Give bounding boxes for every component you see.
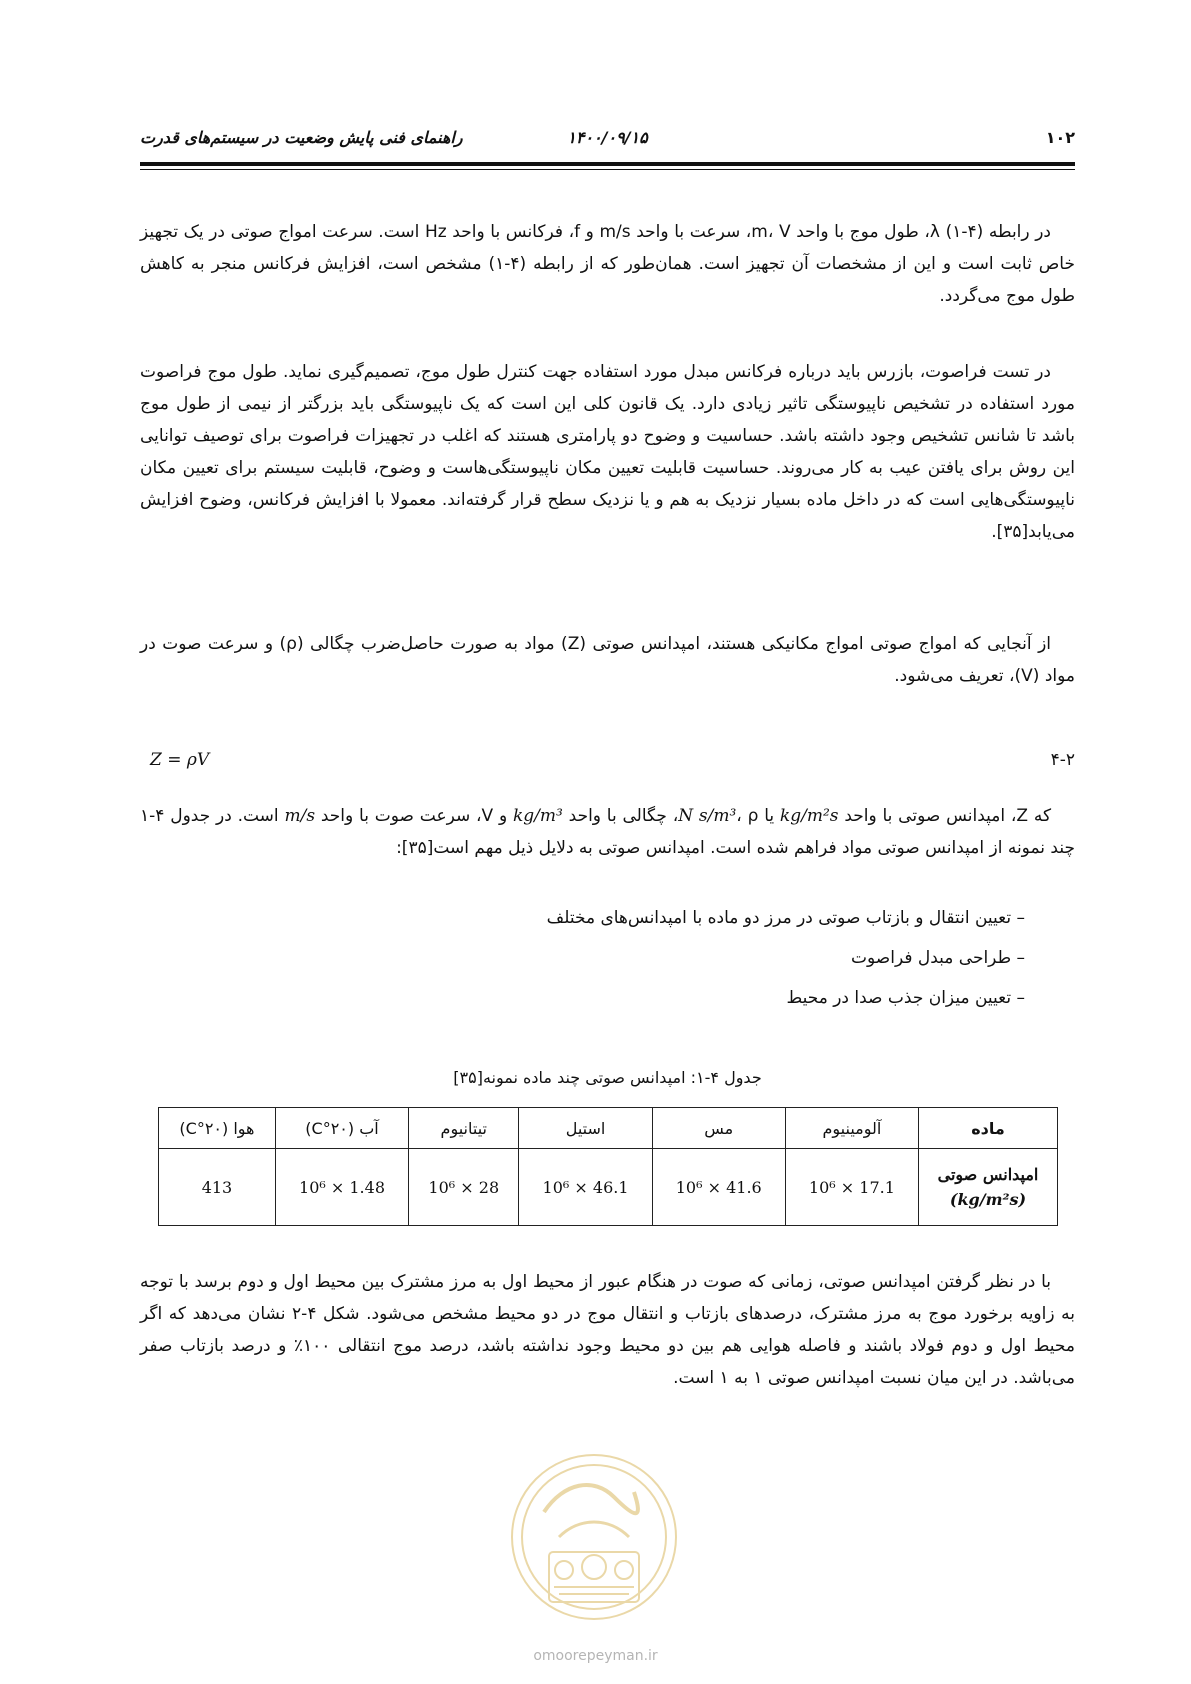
unit-m-s: m/s (284, 806, 316, 826)
table-header-label: ماده (919, 1108, 1058, 1149)
table-column-header: هوا (۲۰°C) (159, 1108, 276, 1149)
page-header (140, 128, 1075, 158)
table-row (159, 1149, 1058, 1226)
bullet-list (116, 902, 1051, 1022)
paragraph-2: در تست فراصوت، بازرس باید درباره فرکانس مبدل مورد استفاده جهت کنترل طول موج، تصمیم‌گیری نماید. طول موج فراصوت مورد استفاده در تشخیص ناپیوستگی تاثیر زیادی دارد. یک قانون کلی این است که یک ناپیوستگی باید بزرگتر از نیمی از طول موج باشد تا شانس تشخیص وجود داشته باشد. حساسیت و وضوح دو پارامتری هستند که اغلب در تجهیزات فراصوت برای توصیف توانایی این روش برای یافتن عیب به کار می‌روند. حساسیت قابلیت تعیین مکان ناپیوستگی‌هاست و وضوح، قابلیت سیستم برای تعیین مکان ناپیوستگی‌هایی است که در داخل ماده بسیار نزدیک به هم و یا نزدیک سطح قرار گرفته‌اند. معمولا با افزایش فرکانس، وضوح افزایش می‌یابد[۳۵]. (140, 362, 1075, 542)
equation-row (140, 750, 1075, 780)
paragraph-3: از آنجایی که امواج صوتی امواج مکانیکی هستند، امپدانس صوتی (Z) مواد به صورت حاصل‌ضرب چگالی (ρ) و سرعت صوت در مواد (V)، تعریف می‌شود. (140, 634, 1075, 686)
table-cell: 17.1 × 10⁶ (785, 1149, 918, 1226)
impedance-table (158, 1107, 1058, 1226)
list-item: – تعیین میزان جذب صدا در محیط (786, 988, 1025, 1008)
table-column-header: تیتانیوم (409, 1108, 519, 1149)
list-item: – طراحی مبدل فراصوت (851, 948, 1025, 968)
unit-ns-m3: N s/m³ (678, 806, 737, 826)
header-date: ۱۴۰۰/۰۹/۱۵ (567, 128, 648, 147)
table-cell: 413 (159, 1149, 276, 1226)
table-cell: 28 × 10⁶ (409, 1149, 519, 1226)
table-column-header: استیل (519, 1108, 652, 1149)
unit-kg-m3: kg/m³ (512, 806, 563, 826)
unit-kg-m2s: kg/m²s (779, 806, 839, 826)
equation-formula: Z = ρV (150, 750, 210, 770)
table-header-row (159, 1108, 1058, 1149)
table-cell: 1.48 × 10⁶ (275, 1149, 408, 1226)
equation-number: ۴-۲ (1050, 750, 1075, 770)
paragraph-4: که Z، امپدانس صوتی با واحد kg/m²s یا N s/m³، ρ، چگالی با واحد kg/m³ و V، سرعت صوت با واحد m/s است. در جدول ۴-۱ چند نمونه از امپدانس صوتی مواد فراهم شده است. امپدانس صوتی به دلایل ذیل مهم است[۳۵]: (140, 806, 1075, 858)
table-row-unit: (kg/m²s) (949, 1190, 1027, 1209)
table-column-header: مس (652, 1108, 785, 1149)
watermark-seal-icon (504, 1442, 684, 1642)
paragraph-5: با در نظر گرفتن امپدانس صوتی، زمانی که صوت در هنگام عبور از محیط اول به مرز مشترک بین محیط اول و دوم برسد با توجه به زاویه برخورد موج به مرز مشترک، درصدهای بازتاب و انتقال موج در دو محیط مشخص می‌شود. شکل ۴-۲ نشان می‌دهد که اگر محیط اول و دوم فولاد باشند و فاصله هوایی هم بین دو محیط وجود نداشته باشد، درصد موج انتقالی ۱۰۰٪ و درصد بازتاب صفر می‌باشد. در این میان نسبت امپدانس صوتی ۱ به ۱ است. (140, 1272, 1076, 1388)
header-rule-thin (140, 169, 1075, 170)
table-caption: جدول ۴-۱: امپدانس صوتی چند ماده نمونه[۳۵] (453, 1068, 762, 1087)
footer-website: omoorepeyman.ir (533, 1648, 658, 1664)
table-row-label: امپدانس صوتی (kg/m²s) (919, 1149, 1058, 1226)
header-title: راهنمای فنی پایش وضعیت در سیستم‌های قدرت (140, 128, 463, 147)
paragraph-1: در رابطه (۴-۱) λ، طول موج با واحد m، V، سرعت با واحد m/s و f، فرکانس با واحد Hz است. سرعت امواج صوتی در یک تجهیز خاص ثابت است و این از مشخصات آن تجهیز است. همان‌طور که از رابطه (۴-۱) مشخص است، افزایش فرکانس منجر به کاهش طول موج می‌گردد. (140, 222, 1075, 306)
table-cell: 46.1 × 10⁶ (519, 1149, 652, 1226)
list-item: – تعیین انتقال و بازتاب صوتی در مرز دو ماده با امپدانس‌های مختلف (546, 908, 1025, 928)
page-number: ۱۰۲ (1045, 128, 1075, 147)
table-cell: 41.6 × 10⁶ (652, 1149, 785, 1226)
header-rule (140, 162, 1075, 166)
table-column-header: آب (۲۰°C) (275, 1108, 408, 1149)
table-column-header: آلومینیوم (785, 1108, 918, 1149)
